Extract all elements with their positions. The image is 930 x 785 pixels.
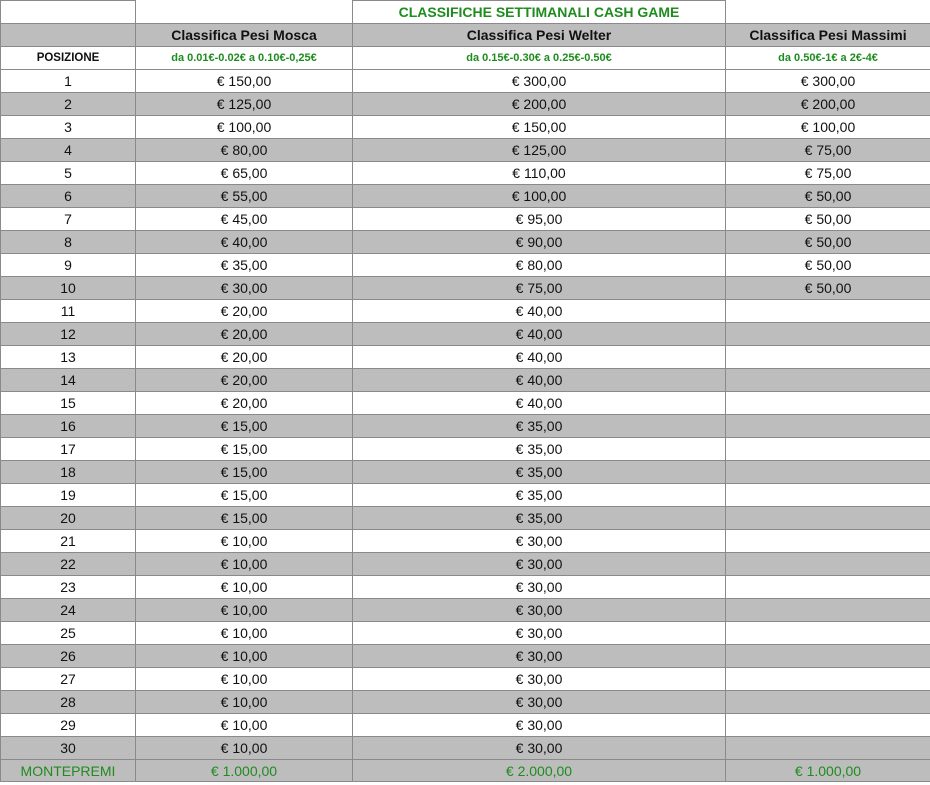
title-row — [1, 1, 930, 24]
position-cell: 8 — [1, 231, 136, 254]
welter-prize-cell: € 40,00 — [353, 392, 726, 415]
massimi-prize-cell — [726, 392, 930, 415]
table-row — [1, 691, 930, 714]
totals-label: MONTEPREMI — [1, 760, 136, 782]
welter-prize-cell: € 30,00 — [353, 599, 726, 622]
position-cell: 10 — [1, 277, 136, 300]
table-row — [1, 461, 930, 484]
massimi-prize-cell: € 75,00 — [726, 139, 930, 162]
massimi-prize-cell — [726, 530, 930, 553]
range-row — [1, 47, 930, 70]
position-cell: 28 — [1, 691, 136, 714]
mosca-prize-cell: € 10,00 — [136, 737, 353, 760]
position-cell: 27 — [1, 668, 136, 691]
massimi-prize-cell — [726, 622, 930, 645]
table-row — [1, 576, 930, 599]
welter-prize-cell: € 30,00 — [353, 622, 726, 645]
massimi-prize-cell: € 50,00 — [726, 231, 930, 254]
position-cell: 7 — [1, 208, 136, 231]
table-row — [1, 392, 930, 415]
table-row — [1, 645, 930, 668]
welter-prize-cell: € 30,00 — [353, 645, 726, 668]
table-row — [1, 231, 930, 254]
position-cell: 14 — [1, 369, 136, 392]
mosca-prize-cell: € 15,00 — [136, 484, 353, 507]
table-row — [1, 369, 930, 392]
table-row — [1, 277, 930, 300]
table-row — [1, 507, 930, 530]
mosca-prize-cell: € 10,00 — [136, 645, 353, 668]
position-cell: 26 — [1, 645, 136, 668]
massimi-prize-cell — [726, 369, 930, 392]
massimi-prize-cell: € 100,00 — [726, 116, 930, 139]
mosca-prize-cell: € 20,00 — [136, 323, 353, 346]
table-row — [1, 300, 930, 323]
welter-prize-cell: € 90,00 — [353, 231, 726, 254]
mosca-prize-cell: € 20,00 — [136, 300, 353, 323]
position-cell: 29 — [1, 714, 136, 737]
table-row — [1, 346, 930, 369]
massimi-prize-cell — [726, 484, 930, 507]
welter-prize-cell: € 95,00 — [353, 208, 726, 231]
massimi-prize-cell: € 300,00 — [726, 70, 930, 93]
welter-prize-cell: € 30,00 — [353, 714, 726, 737]
position-cell: 18 — [1, 461, 136, 484]
welter-prize-cell: € 30,00 — [353, 553, 726, 576]
table-title: CLASSIFICHE SETTIMANALI CASH GAME — [353, 1, 726, 24]
position-cell: 4 — [1, 139, 136, 162]
mosca-prize-cell: € 100,00 — [136, 116, 353, 139]
massimi-prize-cell — [726, 645, 930, 668]
welter-prize-cell: € 35,00 — [353, 484, 726, 507]
massimi-prize-cell — [726, 576, 930, 599]
massimi-prize-cell: € 50,00 — [726, 254, 930, 277]
mosca-prize-cell: € 150,00 — [136, 70, 353, 93]
mosca-prize-cell: € 10,00 — [136, 530, 353, 553]
header-row — [1, 24, 930, 47]
welter-prize-cell: € 30,00 — [353, 668, 726, 691]
mosca-prize-cell: € 15,00 — [136, 461, 353, 484]
table-row — [1, 93, 930, 116]
position-cell: 12 — [1, 323, 136, 346]
mosca-prize-cell: € 55,00 — [136, 185, 353, 208]
mosca-prize-cell: € 45,00 — [136, 208, 353, 231]
table-row — [1, 530, 930, 553]
position-cell: 13 — [1, 346, 136, 369]
table-row — [1, 185, 930, 208]
table-row — [1, 415, 930, 438]
mosca-prize-cell: € 35,00 — [136, 254, 353, 277]
massimi-prize-cell: € 50,00 — [726, 277, 930, 300]
position-cell: 1 — [1, 70, 136, 93]
welter-prize-cell: € 150,00 — [353, 116, 726, 139]
table-row — [1, 622, 930, 645]
table-row — [1, 484, 930, 507]
mosca-prize-cell: € 15,00 — [136, 438, 353, 461]
welter-prize-cell: € 80,00 — [353, 254, 726, 277]
table-row — [1, 70, 930, 93]
table-row — [1, 737, 930, 760]
mosca-prize-cell: € 10,00 — [136, 714, 353, 737]
massimi-prize-cell — [726, 691, 930, 714]
welter-prize-cell: € 200,00 — [353, 93, 726, 116]
totals-row — [1, 760, 930, 782]
position-cell: 6 — [1, 185, 136, 208]
header-mosca: Classifica Pesi Mosca — [136, 24, 353, 47]
position-cell: 23 — [1, 576, 136, 599]
welter-prize-cell: € 35,00 — [353, 461, 726, 484]
welter-prize-cell: € 110,00 — [353, 162, 726, 185]
position-label: POSIZIONE — [1, 47, 136, 70]
range-welter: da 0.15€-0.30€ a 0.25€-0.50€ — [353, 47, 726, 70]
massimi-prize-cell — [726, 553, 930, 576]
table-row — [1, 323, 930, 346]
position-cell: 25 — [1, 622, 136, 645]
welter-prize-cell: € 40,00 — [353, 346, 726, 369]
position-cell: 22 — [1, 553, 136, 576]
table-row — [1, 116, 930, 139]
table-row — [1, 553, 930, 576]
table-row — [1, 438, 930, 461]
welter-prize-cell: € 40,00 — [353, 323, 726, 346]
massimi-prize-cell: € 50,00 — [726, 185, 930, 208]
mosca-prize-cell: € 20,00 — [136, 346, 353, 369]
position-cell: 15 — [1, 392, 136, 415]
massimi-prize-cell: € 75,00 — [726, 162, 930, 185]
position-cell: 2 — [1, 93, 136, 116]
corner-cell — [1, 1, 136, 24]
massimi-prize-cell — [726, 323, 930, 346]
position-cell: 24 — [1, 599, 136, 622]
welter-prize-cell: € 40,00 — [353, 300, 726, 323]
position-cell: 20 — [1, 507, 136, 530]
mosca-prize-cell: € 20,00 — [136, 392, 353, 415]
mosca-prize-cell: € 15,00 — [136, 507, 353, 530]
table-row — [1, 599, 930, 622]
welter-prize-cell: € 30,00 — [353, 530, 726, 553]
massimi-prize-cell — [726, 714, 930, 737]
table-row — [1, 162, 930, 185]
welter-prize-cell: € 30,00 — [353, 691, 726, 714]
massimi-prize-cell — [726, 415, 930, 438]
position-cell: 16 — [1, 415, 136, 438]
header-position — [1, 24, 136, 47]
massimi-prize-cell — [726, 346, 930, 369]
mosca-prize-cell: € 80,00 — [136, 139, 353, 162]
position-cell: 3 — [1, 116, 136, 139]
welter-prize-cell: € 30,00 — [353, 576, 726, 599]
welter-prize-cell: € 35,00 — [353, 438, 726, 461]
table-row — [1, 668, 930, 691]
mosca-prize-cell: € 10,00 — [136, 691, 353, 714]
total-welter: € 2.000,00 — [353, 760, 726, 782]
welter-prize-cell: € 300,00 — [353, 70, 726, 93]
table-row — [1, 714, 930, 737]
table-row — [1, 139, 930, 162]
welter-prize-cell: € 75,00 — [353, 277, 726, 300]
massimi-prize-cell: € 50,00 — [726, 208, 930, 231]
mosca-prize-cell: € 10,00 — [136, 576, 353, 599]
prize-table-body — [1, 1, 930, 782]
massimi-prize-cell — [726, 668, 930, 691]
mosca-prize-cell: € 30,00 — [136, 277, 353, 300]
massimi-prize-cell — [726, 507, 930, 530]
position-cell: 17 — [1, 438, 136, 461]
mosca-prize-cell: € 10,00 — [136, 599, 353, 622]
table-row — [1, 254, 930, 277]
welter-prize-cell: € 125,00 — [353, 139, 726, 162]
massimi-prize-cell — [726, 737, 930, 760]
header-massimi: Classifica Pesi Massimi — [726, 24, 930, 47]
mosca-prize-cell: € 65,00 — [136, 162, 353, 185]
welter-prize-cell: € 35,00 — [353, 415, 726, 438]
range-massimi: da 0.50€-1€ a 2€-4€ — [726, 47, 930, 70]
massimi-prize-cell: € 200,00 — [726, 93, 930, 116]
massimi-prize-cell — [726, 461, 930, 484]
title-spacer-left — [136, 1, 353, 24]
welter-prize-cell: € 35,00 — [353, 507, 726, 530]
total-massimi: € 1.000,00 — [726, 760, 930, 782]
massimi-prize-cell — [726, 438, 930, 461]
position-cell: 9 — [1, 254, 136, 277]
welter-prize-cell: € 30,00 — [353, 737, 726, 760]
massimi-prize-cell — [726, 300, 930, 323]
position-cell: 11 — [1, 300, 136, 323]
mosca-prize-cell: € 20,00 — [136, 369, 353, 392]
welter-prize-cell: € 100,00 — [353, 185, 726, 208]
mosca-prize-cell: € 125,00 — [136, 93, 353, 116]
table-row — [1, 208, 930, 231]
total-mosca: € 1.000,00 — [136, 760, 353, 782]
title-spacer-right — [726, 1, 930, 24]
position-cell: 5 — [1, 162, 136, 185]
mosca-prize-cell: € 10,00 — [136, 622, 353, 645]
range-mosca: da 0.01€-0.02€ a 0.10€-0,25€ — [136, 47, 353, 70]
massimi-prize-cell — [726, 599, 930, 622]
welter-prize-cell: € 40,00 — [353, 369, 726, 392]
position-cell: 21 — [1, 530, 136, 553]
position-cell: 30 — [1, 737, 136, 760]
mosca-prize-cell: € 15,00 — [136, 415, 353, 438]
header-welter: Classifica Pesi Welter — [353, 24, 726, 47]
mosca-prize-cell: € 40,00 — [136, 231, 353, 254]
mosca-prize-cell: € 10,00 — [136, 668, 353, 691]
position-cell: 19 — [1, 484, 136, 507]
mosca-prize-cell: € 10,00 — [136, 553, 353, 576]
